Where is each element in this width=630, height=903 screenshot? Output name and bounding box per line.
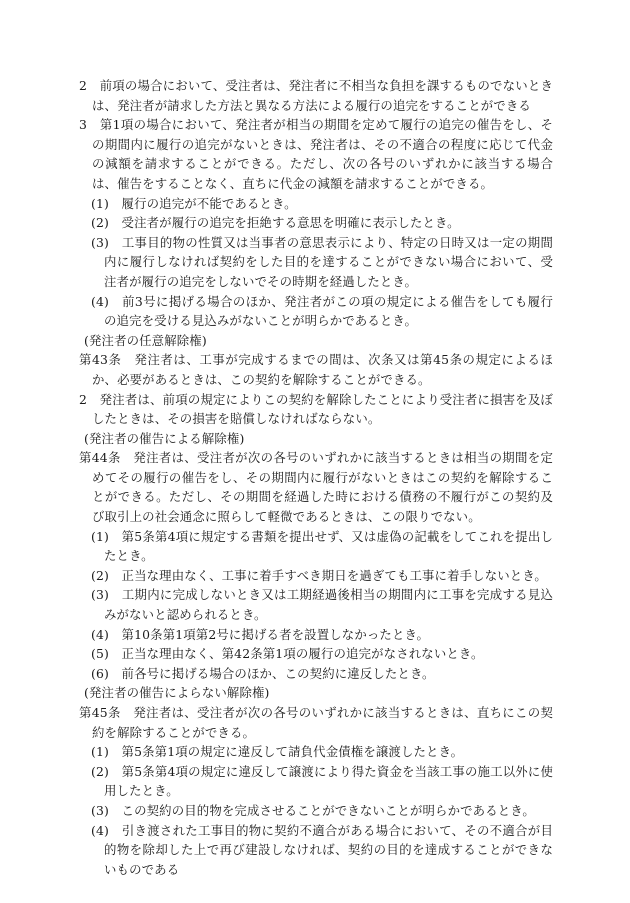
- list-item: (1) 履行の追完が不能であるとき。: [91, 195, 297, 211]
- list-item: (3) 工事目的物の性質又は当事者の意思表示により、特定の日時又は一定の期間内に履行しなければ契約をした目的を達することができない場合において、受注者が履行の追完をしないでその時期を経過したとき。: [91, 234, 553, 289]
- section-heading: (発注者の催告によらない解除権): [84, 685, 270, 701]
- section-heading: (発注者の催告による解除権): [84, 430, 245, 446]
- paragraph-43-2: 2 発注者は、前項の規定によりこの契約を解除したことにより受注者に損害を及ぼしたときは、その損害を賠償しなければならない。: [79, 391, 553, 427]
- section-heading: (発注者の任意解除権): [84, 332, 207, 348]
- list-item: (6) 前各号に掲げる場合のほか、この契約に違反したとき。: [91, 665, 435, 681]
- paragraph-42-2: 2 前項の場合において、受注者は、発注者に不相当な負担を課するものでないときは、発注者が請求した方法と異なる方法による履行の追完をすることができる: [79, 78, 553, 113]
- article-45: 第45条 発注者は、受注者が次の各号のいずれかに該当するときは、直ちにこの契約を解除することができる。: [79, 705, 553, 740]
- document-page: [79, 76, 553, 879]
- paragraph-42-3: 3 第1項の場合において、発注者が相当の期間を定めて履行の追完の催告をし、その期間内に履行の追完がないときは、発注者は、その不適合の程度に応じて代金の減額を請求することができる。ただし、次の各号のいずれかに該当する場合は、催告をすることなく、直ちに代金の減額を請求することができる。: [79, 117, 553, 191]
- list-item: (4) 前3号に掲げる場合のほか、発注者がこの項の規定による催告をしても履行の追完を受ける見込みがないことが明らかであるとき。: [91, 293, 553, 329]
- list-item: (3) この契約の目的物を完成させることができないことが明らかであるとき。: [91, 802, 535, 818]
- list-item: (4) 第10条第1項第2号に掲げる者を設置しなかったとき。: [91, 626, 430, 642]
- article-43: 第43条 発注者は、工事が完成するまでの間は、次条又は第45条の規定によるほか、必要があるときは、この契約を解除することができる。: [79, 352, 553, 387]
- list-item: (2) 第5条第4項の規定に違反して譲渡により得た資金を当該工事の施工以外に使用したとき。: [91, 763, 553, 799]
- list-item: (1) 第5条第4項に規定する書類を提出せず、又は虚偽の記載をしてこれを提出したとき。: [91, 528, 553, 564]
- list-item: (5) 正当な理由なく、第42条第1項の履行の追完がなされないとき。: [91, 646, 484, 662]
- list-item: (1) 第5条第1項の規定に違反して請負代金債権を譲渡したとき。: [91, 744, 464, 760]
- list-item: (3) 工期内に完成しないとき又は工期経過後相当の期間内に工事を完成する見込みがないと認められるとき。: [91, 587, 553, 623]
- list-item: (2) 受注者が履行の追完を拒絶する意思を明確に表示したとき。: [91, 215, 460, 231]
- list-item: (4) 引き渡された工事目的物に契約不適合がある場合において、その不適合が目的物を除却した上で再び建設しなければ、契約の目的を達成することができないものである: [91, 822, 553, 877]
- list-item: (2) 正当な理由なく、工事に着手すべき期日を過ぎても工事に着手しないとき。: [91, 567, 547, 583]
- article-44: 第44条 発注者は、受注者が次の各号のいずれかに該当するときは相当の期間を定めてその履行の催告をし、その期間内に履行がないときはこの契約を解除することができる。ただし、その期間を経過した時における債務の不履行がこの契約及び取引上の社会通念に照らして軽微であるときは、この限りでない。: [79, 450, 553, 525]
